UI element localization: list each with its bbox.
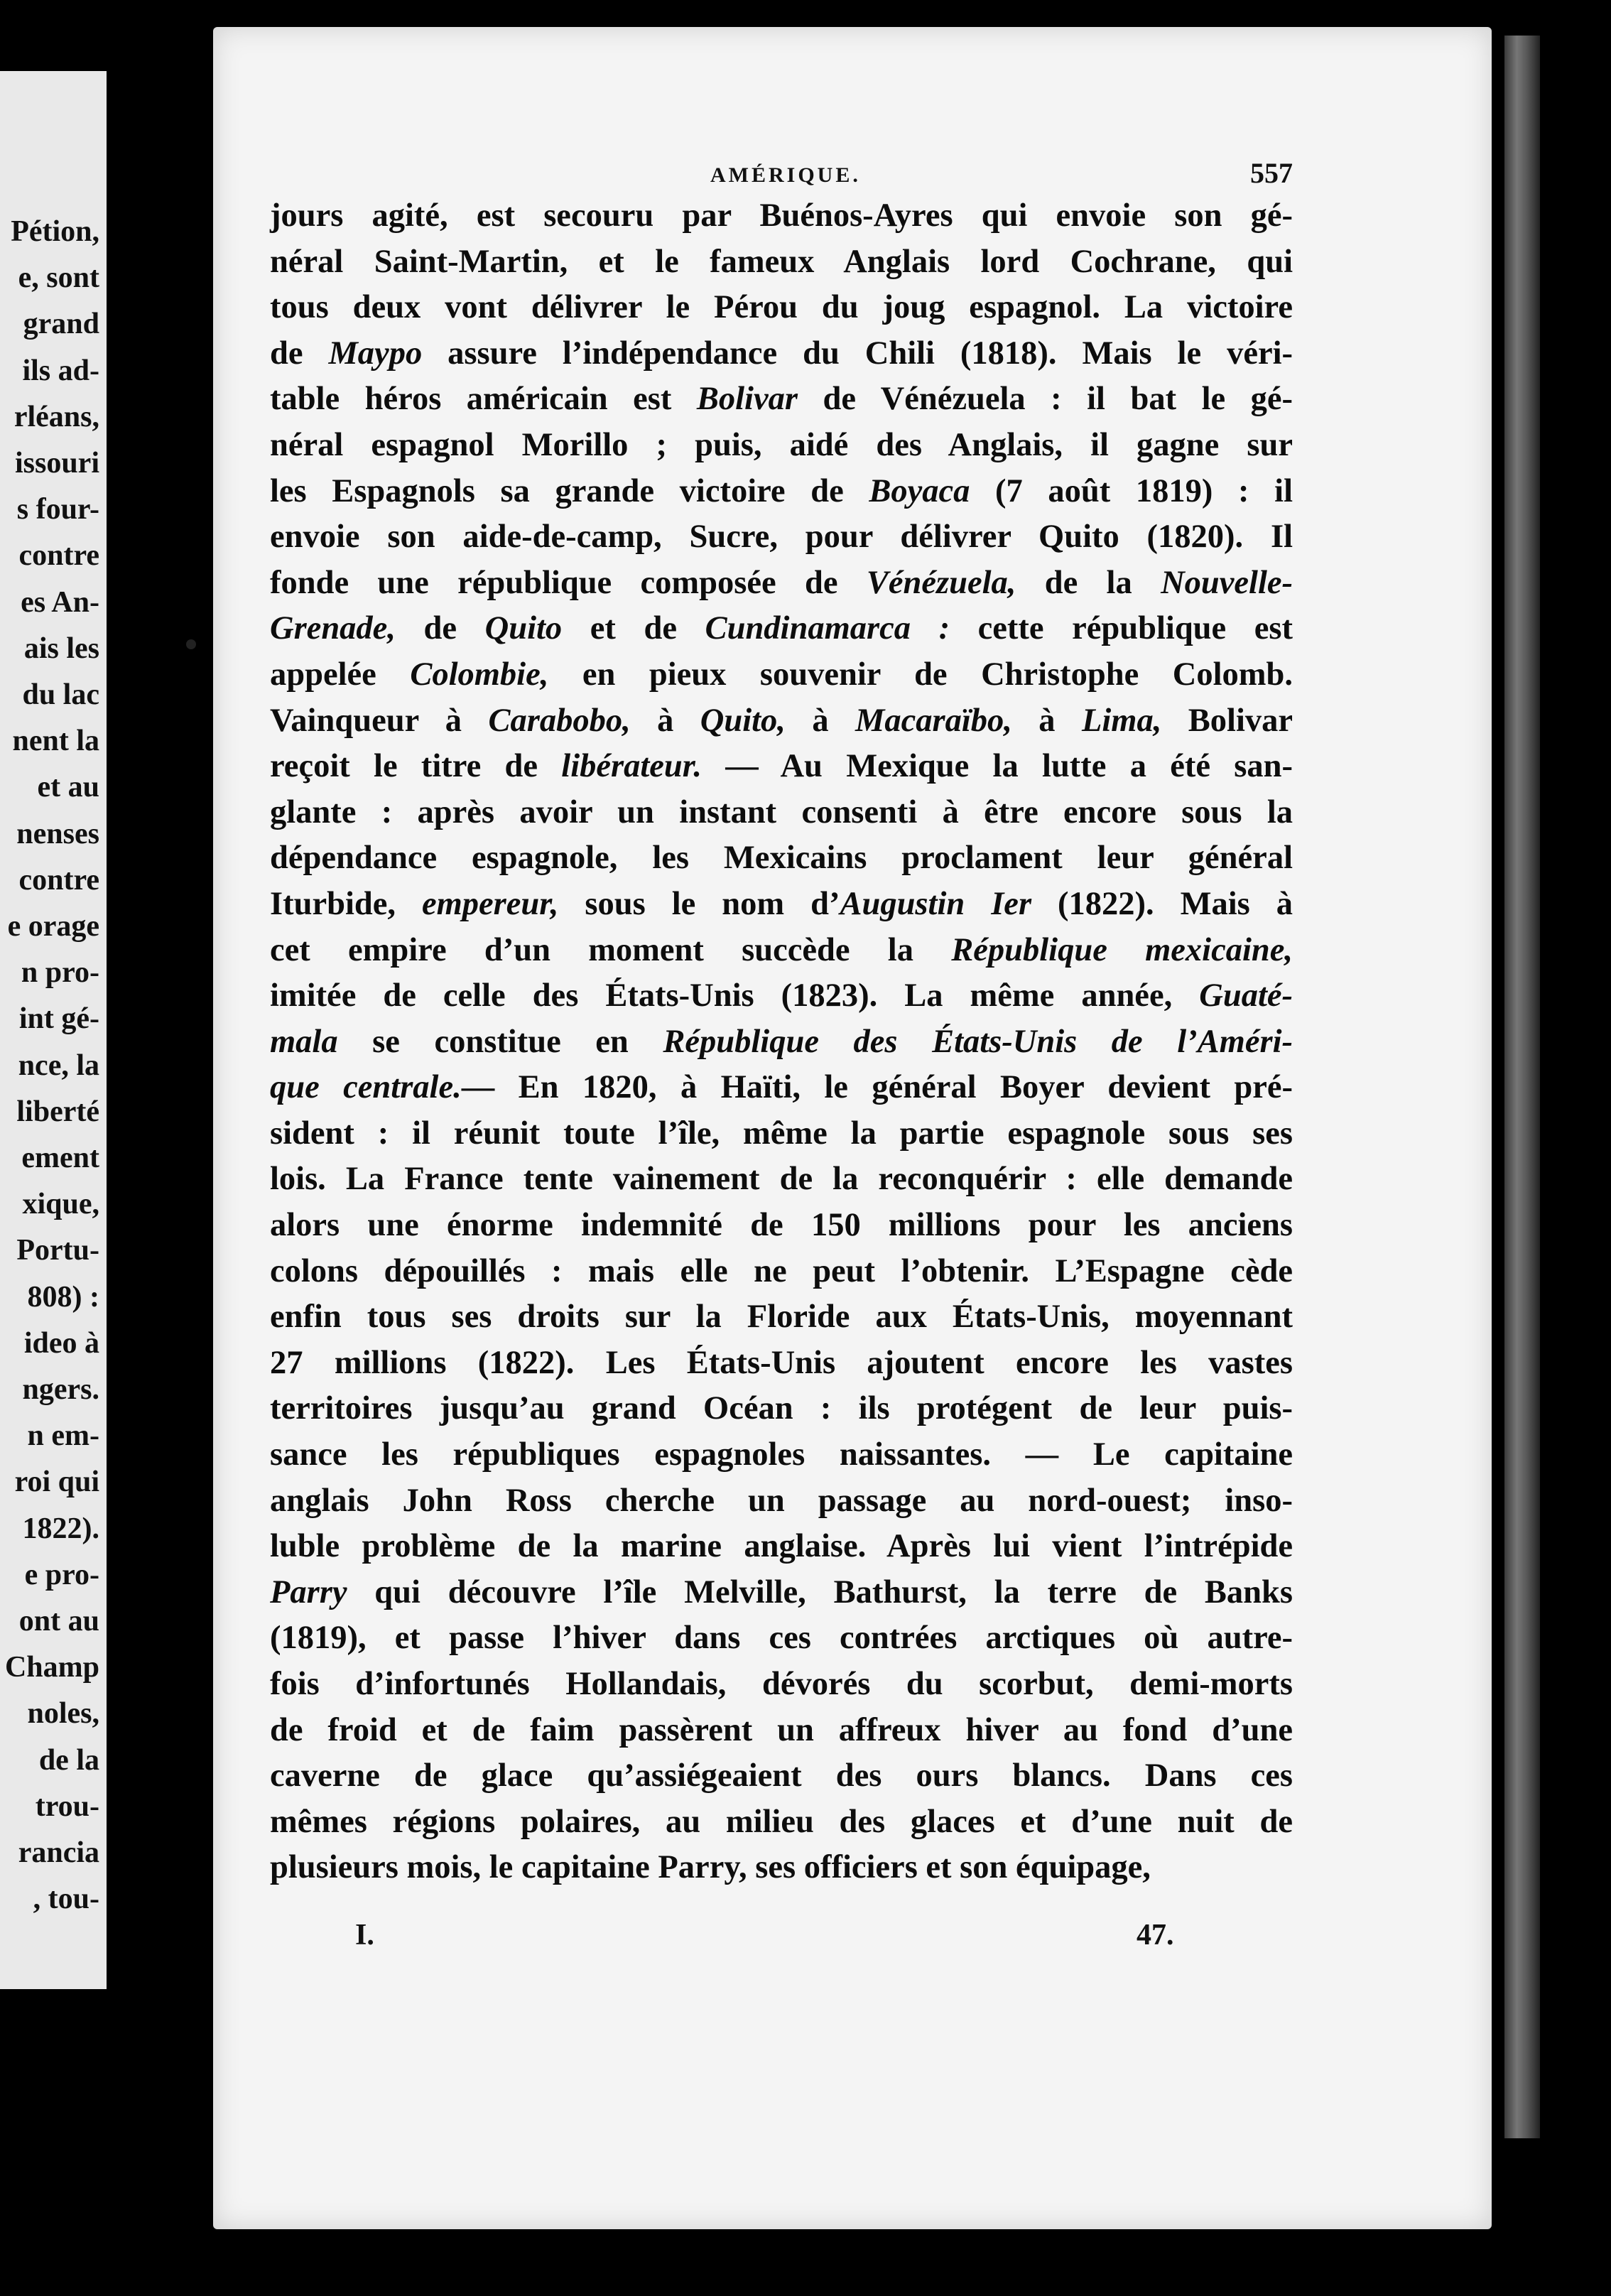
facing-page-line: nce, la [18,1049,99,1082]
text-segment: Colombie, [410,656,549,693]
facing-page-line: de la [38,1743,99,1777]
text-segment: à [1011,702,1082,739]
text-segment: les Espagnols sa grande victoire de [270,472,869,509]
text-segment: cette république est [950,610,1293,647]
text-line [270,1432,1293,1478]
text-line [270,606,1293,652]
facing-page-line: rléans, [13,400,99,433]
facing-page-line: n em- [27,1419,99,1453]
text-segment: Vainqueur à [270,702,489,739]
facing-page-line: nenses [16,817,99,850]
text-segment: Quito, [700,702,786,739]
text-line [270,1249,1293,1295]
text-segment: — Au Mexique la lutte a été san- [701,748,1293,785]
text-segment: de la [1016,564,1161,601]
text-line [270,1524,1293,1570]
text-line [270,1157,1293,1203]
text-segment: appelée [270,656,411,693]
text-segment: (1822). Mais à [1031,885,1293,922]
signature-mark: I. [355,1919,374,1951]
text-segment: Vénézuela, [866,564,1016,601]
text-segment: Bolivar [696,381,798,418]
text-line [270,377,1293,423]
text-segment: néral Saint-Martin, et le fameux Anglais lord Cochrane, qui [270,243,1293,280]
facing-page-line: liberté [16,1095,99,1128]
text-segment: anglais John Ross cherche un passage au nord-ouest; inso- [270,1482,1293,1519]
text-segment: empereur, [421,885,559,922]
text-segment: de [395,610,485,647]
text-segment: Augustin Ier [840,885,1032,922]
text-line [270,1615,1293,1662]
text-segment: — En 1820, à Haïti, le général Boyer devient pré- [461,1069,1293,1106]
text-line [270,1065,1293,1111]
text-segment: table héros américain est [270,381,697,418]
text-segment: sous le nom d’ [558,885,840,922]
text-segment: Maypo [328,335,423,372]
text-segment: de froid et de faim passèrent un affreux hiver au fond d’une [270,1711,1293,1748]
text-line [270,652,1293,698]
facing-page-line: ais les [23,632,99,665]
text-segment: luble problème de la marine anglaise. Après lui vient l’intrépide [270,1528,1293,1565]
text-segment: territoires jusqu’au grand Océan : ils protégent de leur puis- [270,1390,1293,1427]
facing-page-line: 1822). [22,1512,99,1545]
text-segment: enfin tous ses droits sur la Floride aux États-Unis, moyennant [270,1299,1293,1336]
facing-page-line: Champ [4,1651,99,1684]
page-header [270,149,1293,192]
text-segment: Macaraïbo, [855,702,1012,739]
text-segment: cet empire d’un moment succède la [270,931,952,968]
text-segment: à [785,702,856,739]
facing-page-line: noles, [27,1697,99,1731]
text-line [270,928,1293,974]
text-segment: assure l’indépendance du Chili (1818). Mais le véri- [422,335,1293,372]
text-segment: fonde une république composée de [270,564,867,601]
page-footer [270,1918,1293,1961]
text-segment: alors une énorme indemnité de 150 millions pour les anciens [270,1207,1293,1244]
text-segment: Iturbide, [270,885,422,922]
facing-page-line: , tou- [33,1883,99,1916]
text-line [270,1708,1293,1754]
text-line [270,514,1293,561]
text-segment: République mexicaine, [951,931,1293,968]
text-line [270,973,1293,1019]
facing-page-line: es An- [21,585,99,619]
text-segment: à [630,702,700,739]
text-segment: imitée de celle des États-Unis (1823). La même année, [270,978,1200,1014]
text-segment: tous deux vont délivrer le Pérou du joug espagnol. La victoire [270,289,1293,326]
text-line [270,285,1293,331]
text-line [270,331,1293,377]
facing-page-line: rancia [18,1836,99,1869]
facing-page-line: roi qui [14,1466,99,1499]
text-line [270,1294,1293,1341]
facing-page-line: int gé- [18,1002,99,1036]
text-segment: Cundinamarca : [705,610,950,647]
facing-page-line: e, sont [18,261,99,295]
text-segment: de [270,335,329,372]
text-segment: (1819), et passe l’hiver dans ces contrées arctiques où autre- [270,1620,1293,1657]
text-segment: Quito [484,610,563,647]
facing-page-line: nent la [12,725,99,758]
text-segment: reçoit le titre de [270,748,562,785]
text-line [270,1019,1293,1066]
facing-page-line: trou- [35,1789,99,1823]
text-segment: Nouvelle- [1161,564,1293,601]
page-binding-edge [1504,36,1540,2138]
facing-page-line: et au [37,771,99,804]
text-line [270,1386,1293,1432]
text-line [270,1478,1293,1525]
facing-page-line: ont au [18,1605,99,1637]
text-segment: que centrale. [270,1069,462,1106]
text-line [270,193,1293,239]
text-line [270,1845,1293,1891]
facing-page-line: issouri [14,447,99,480]
text-line [270,239,1293,286]
facing-page-fragment [0,71,107,1989]
text-segment: glante : après avoir un instant consenti à être encore sous la [270,794,1293,830]
facing-page-line: s four- [16,493,99,526]
text-segment: néral espagnol Morillo ; puis, aidé des Anglais, il gagne sur [270,426,1293,463]
text-segment: libérateur. [561,748,702,785]
text-line [270,1111,1293,1157]
text-segment: qui découvre l’île Melville, Bathurst, la terre de Banks [347,1574,1293,1610]
text-line [270,469,1293,515]
facing-page-line: ideo à [23,1326,99,1360]
text-segment: Parry [270,1574,347,1610]
text-segment: 27 millions (1822). Les États-Unis ajoutent encore les vastes [270,1344,1293,1381]
facing-page-line: Portu- [16,1234,99,1267]
text-segment: Grenade, [270,610,396,647]
text-segment: sance les républiques espagnoles naissantes. — Le capitaine [270,1436,1293,1473]
text-line [270,1341,1293,1387]
text-line [270,744,1293,790]
text-line [270,698,1293,744]
text-segment: mala [270,1023,338,1060]
page-number: 557 [1250,157,1293,189]
text-segment: Boyaca [869,472,970,509]
facing-page-line: n pro- [21,956,99,990]
ink-speck [186,639,196,649]
text-line [270,882,1293,928]
text-segment: Bolivar [1161,702,1293,739]
text-segment: mêmes régions polaires, au milieu des glaces et d’une nuit de [270,1803,1293,1840]
facing-page-line: ils ad- [22,354,99,387]
body-text [270,193,1293,1891]
facing-page-line: ement [21,1142,99,1174]
text-segment: en pieux souvenir de Christophe Colomb. [548,656,1293,693]
text-segment: et de [562,610,705,647]
text-segment: dépendance espagnole, les Mexicains proclament leur général [270,840,1293,877]
text-line [270,423,1293,469]
facing-page-line: e orage [7,910,99,943]
text-line [270,790,1293,836]
text-segment: caverne de glace qu’assiégeaient des ours blancs. Dans ces [270,1758,1293,1794]
text-line [270,1662,1293,1708]
text-segment: fois d’infortunés Hollandais, dévorés du scorbut, demi-morts [270,1666,1293,1702]
text-segment: Carabobo, [488,702,631,739]
facing-page-line: ngers. [22,1373,99,1406]
facing-page-line: Pétion, [11,215,99,248]
text-line [270,1753,1293,1799]
text-segment: Lima, [1081,702,1162,739]
facing-page-line: 808) : [27,1280,99,1314]
facing-page-line: xique, [22,1188,99,1221]
text-segment: (7 août 1819) : il [970,472,1293,509]
text-segment: de Vénézuela : il bat le gé- [797,381,1293,418]
folio-number: 47. [1137,1919,1174,1951]
facing-page-line: du lac [22,678,99,711]
text-segment: se constitue en [337,1023,663,1060]
text-segment: colons dépouillés : mais elle ne peut l’obtenir. L’Espagne cède [270,1252,1293,1289]
text-segment: lois. La France tente vainement de la reconquérir : elle demande [270,1161,1293,1198]
text-segment: sident : il réunit toute l’île, même la partie espagnole sous ses [270,1115,1293,1152]
facing-page-line: e pro- [24,1558,99,1591]
running-head: AMÉRIQUE. [710,163,861,187]
facing-page-line: contre [18,539,99,573]
facing-page-line: grand [23,308,99,341]
text-segment: République des États-Unis de l’Améri- [663,1023,1293,1060]
text-segment: plusieurs mois, le capitaine Parry, ses officiers et son équipage, [270,1849,1151,1886]
text-line [270,561,1293,607]
text-segment: jours agité, est secouru par Buénos-Ayres qui envoie son gé- [270,197,1293,234]
text-line [270,1203,1293,1249]
text-line [270,1799,1293,1846]
text-line [270,835,1293,882]
text-segment: envoie son aide-de-camp, Sucre, pour délivrer Quito (1820). Il [270,519,1293,556]
text-line [270,1570,1293,1616]
text-segment: Guaté- [1199,978,1293,1014]
facing-page-line: contre [18,863,99,897]
